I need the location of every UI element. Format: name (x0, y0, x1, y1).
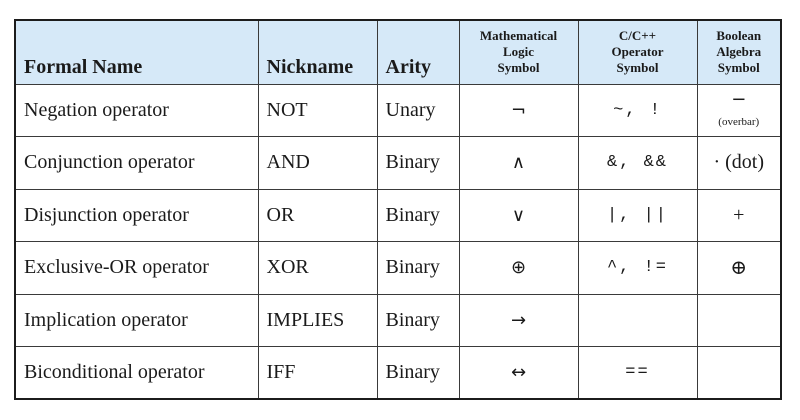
header-math-symbol-line: Mathematical (479, 28, 558, 44)
overbar-symbol: − (731, 89, 747, 111)
header-row (15, 20, 781, 84)
table-row (15, 294, 781, 347)
header-c-symbol-line: Operator (611, 44, 664, 60)
nickname-cell: AND (258, 137, 377, 190)
arity-cell: Binary (377, 242, 459, 295)
header-arity: Arity (377, 20, 459, 84)
logic-operators-table (14, 19, 782, 400)
header-boolean-symbol (697, 20, 781, 84)
formal-name-cell: Biconditional operator (15, 347, 258, 400)
formal-name-cell: Implication operator (15, 294, 258, 347)
c-symbol-cell: == (578, 347, 697, 400)
boolean-symbol-cell: + (697, 189, 781, 242)
header-formal-name: Formal Name (15, 20, 258, 84)
nickname-cell: XOR (258, 242, 377, 295)
math-symbol-cell: ∨ (459, 189, 578, 242)
header-math-symbol (459, 20, 578, 84)
nickname-cell: IFF (258, 347, 377, 400)
table-row (15, 242, 781, 295)
header-boolean-symbol-line: Boolean (716, 28, 762, 44)
header-boolean-symbol-line: Algebra (716, 44, 762, 60)
arity-cell: Binary (377, 189, 459, 242)
math-symbol-cell: ∧ (459, 137, 578, 190)
math-symbol-cell: ¬ (459, 84, 578, 137)
arity-cell: Binary (377, 137, 459, 190)
boolean-symbol-cell (697, 347, 781, 400)
nickname-cell: NOT (258, 84, 377, 137)
math-symbol-cell: ↔ (459, 347, 578, 400)
boolean-symbol-cell (697, 294, 781, 347)
arity-cell: Binary (377, 347, 459, 400)
header-math-symbol-line: Symbol (497, 60, 540, 76)
table-row (15, 347, 781, 400)
boolean-symbol-cell: ⊕ (697, 242, 781, 295)
header-math-symbol-line: Logic (502, 44, 535, 60)
table-row (15, 137, 781, 190)
c-symbol-cell: ~, ! (578, 84, 697, 137)
math-symbol-cell: → (459, 294, 578, 347)
arity-cell: Binary (377, 294, 459, 347)
formal-name-cell: Disjunction operator (15, 189, 258, 242)
table-row (15, 84, 781, 137)
formal-name-cell: Negation operator (15, 84, 258, 137)
c-symbol-cell: &, && (578, 137, 697, 190)
arity-cell: Unary (377, 84, 459, 137)
boolean-symbol-cell: · (dot) (697, 137, 781, 190)
header-c-symbol (578, 20, 697, 84)
c-symbol-cell: |, || (578, 189, 697, 242)
formal-name-cell: Exclusive-OR operator (15, 242, 258, 295)
header-boolean-symbol-line: Symbol (717, 60, 760, 76)
boolean-symbol-cell (697, 84, 781, 137)
header-c-symbol-line: Symbol (616, 60, 659, 76)
header-nickname: Nickname (258, 20, 377, 84)
header-c-symbol-line: C/C++ (618, 28, 657, 44)
overbar-note: (overbar) (718, 116, 760, 129)
math-symbol-cell: ⊕ (459, 242, 578, 295)
table-row (15, 189, 781, 242)
c-symbol-cell: ^, != (578, 242, 697, 295)
nickname-cell: OR (258, 189, 377, 242)
formal-name-cell: Conjunction operator (15, 137, 258, 190)
c-symbol-cell (578, 294, 697, 347)
nickname-cell: IMPLIES (258, 294, 377, 347)
